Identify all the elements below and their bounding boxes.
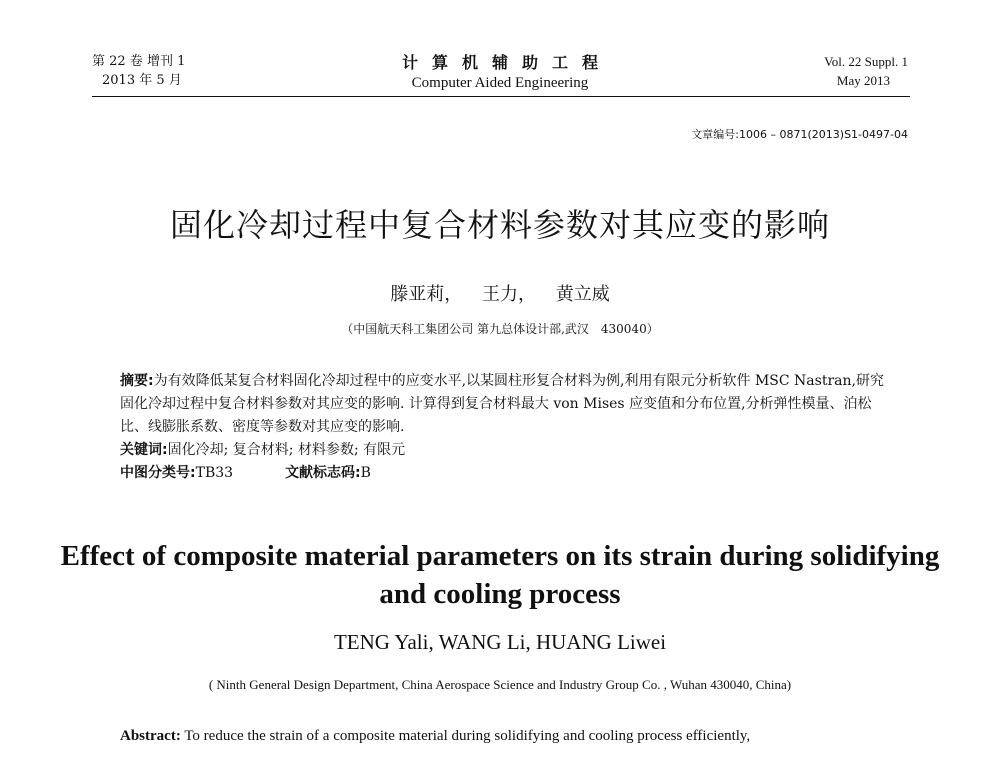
abstract-cn bbox=[120, 370, 890, 485]
title-en: Effect of composite material parameters on its strain during solidifying and cooling process bbox=[60, 540, 940, 610]
authors-cn: 滕亚莉， 王力， 黄立威 bbox=[390, 284, 610, 305]
abstract-en-label: Abstract: bbox=[120, 728, 181, 744]
header-volume: 第 22 卷 增刊 1 bbox=[92, 54, 186, 69]
abstract-en-text: To reduce the strain of a composite material during solidifying and cooling process efficiently, bbox=[184, 728, 751, 744]
title-cn: 固化冷却过程中复合材料参数对其应变的影响 bbox=[169, 206, 830, 244]
header-rule bbox=[92, 96, 910, 97]
journal-title-en: Computer Aided Engineering bbox=[411, 75, 589, 91]
article-number: 文章编号:1006 – 0871(2013)S1-0497-04 bbox=[691, 128, 908, 141]
authors-en: TENG Yali, WANG Li, HUANG Liwei bbox=[333, 630, 667, 654]
keywords-text: 固化冷却; 复合材料; 材料参数; 有限元 bbox=[167, 442, 406, 458]
doc-code-label: 文献标志码: bbox=[285, 465, 361, 481]
header-volume-en bbox=[824, 52, 908, 90]
header-date-cn: 2013 年 5 月 bbox=[102, 73, 182, 88]
abstract-en bbox=[120, 725, 900, 747]
journal-title-cn: 计算机辅助工程 bbox=[401, 53, 612, 72]
affiliation-cn: （中国航天科工集团公司 第九总体设计部,武汉 430040） bbox=[341, 322, 659, 336]
classification-cn bbox=[120, 462, 890, 485]
clc-label: 中图分类号: bbox=[120, 465, 196, 481]
header-vol-en: Vol. 22 Suppl. 1 bbox=[824, 54, 908, 69]
abstract-cn-body bbox=[120, 370, 890, 439]
doc-code-value: B bbox=[360, 465, 371, 481]
clc-value: TB33 bbox=[195, 465, 234, 481]
abstract-cn-text: 为有效降低某复合材料固化冷却过程中的应变水平,以某圆柱形复合材料为例,利用有限元分析软件 MSC Nastran,研究固化冷却过程中复合材料参数对其应变的影响. 计算得到复合材料最大 von Mises 应变值和分布位置,分析弹性模量、泊松比、线膨胀系数、密度等参数对其应变的影响. bbox=[120, 373, 884, 435]
header-date-en: May 2013 bbox=[836, 73, 890, 88]
keywords-cn bbox=[120, 439, 890, 462]
keywords-label: 关键词: bbox=[120, 442, 168, 458]
abstract-cn-label: 摘要: bbox=[120, 373, 154, 389]
affiliation-en: ( Ninth General Design Department, China Aerospace Science and Industry Group Co. , Wuhan 430040, China) bbox=[208, 677, 792, 692]
